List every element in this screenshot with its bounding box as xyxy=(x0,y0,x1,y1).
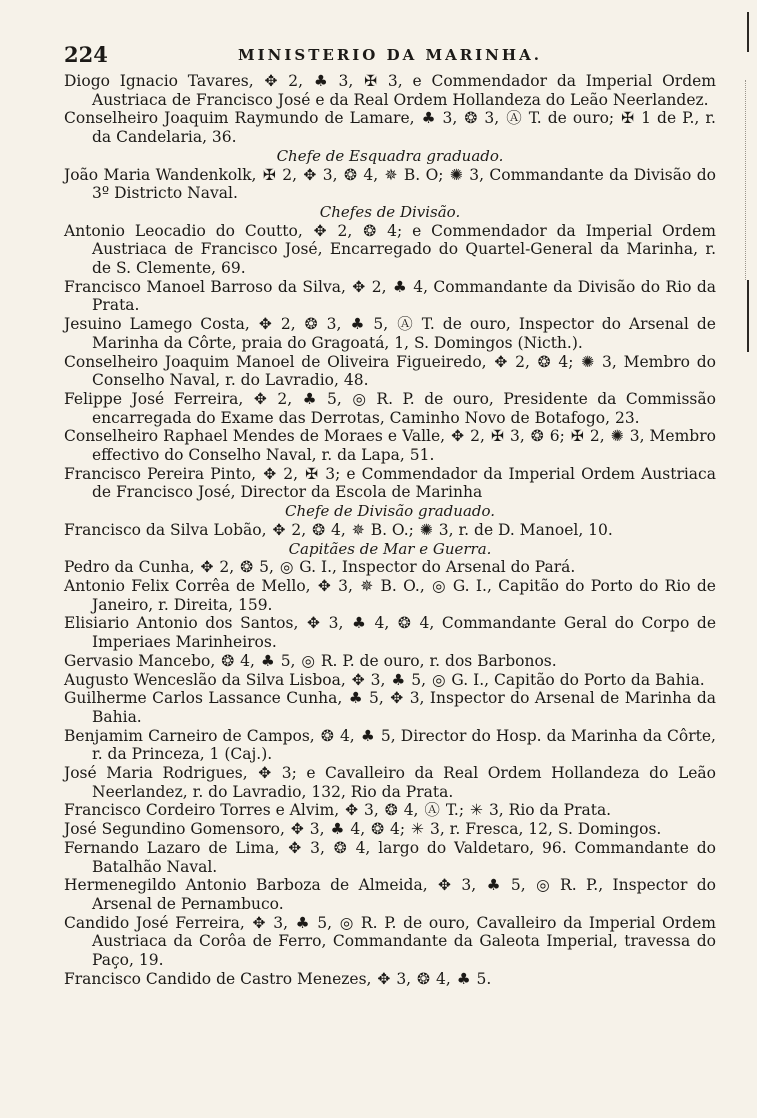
rose-badge-icon: ❂ xyxy=(371,820,385,839)
entry-text: 4, xyxy=(326,520,351,539)
officer-entry xyxy=(64,820,716,839)
circle-a-icon: Ⓐ xyxy=(424,801,440,820)
entry-text: Conselheiro Joaquim Raymundo de Lamare, xyxy=(64,109,421,128)
crest-badge-icon: ♣ xyxy=(330,820,345,839)
section-heading: Chefe de Esquadra graduado. xyxy=(276,146,504,165)
entry-text: 3, xyxy=(328,72,364,90)
officer-entry xyxy=(64,689,716,726)
entry-text: 2, xyxy=(214,558,240,577)
entry-text: Felippe José Ferreira, xyxy=(64,389,253,408)
entry-text: T. de ouro; xyxy=(522,109,621,128)
entry-text: 2, xyxy=(327,221,363,240)
officer-entry xyxy=(64,109,716,146)
rose-badge-icon: ❂ xyxy=(320,726,334,745)
crest-badge-icon: ♣ xyxy=(313,72,328,90)
officer-entry xyxy=(64,315,716,352)
sunburst-icon: ✺ xyxy=(581,352,595,371)
crest-badge-icon: ♣ xyxy=(391,670,406,689)
entry-text: Conselheiro Joaquim Manoel de Oliveira Figueiredo, xyxy=(64,352,494,371)
entry-text: 4, largo do Valdetaro, 96. Commandante do Batalhão Naval. xyxy=(92,838,716,876)
rose-badge-icon: ❂ xyxy=(312,520,326,539)
rose-badge-icon: ❂ xyxy=(343,165,357,184)
crest-badge-icon: ♣ xyxy=(351,614,366,633)
officer-entry xyxy=(64,577,716,614)
officer-entry xyxy=(64,465,716,502)
order-cross-icon: ✥ xyxy=(258,315,272,334)
officer-entry xyxy=(64,764,716,801)
officer-entry xyxy=(64,876,716,913)
officer-entry xyxy=(64,353,716,390)
order-cross-icon: ✥ xyxy=(258,764,272,783)
crest-badge-icon: ♣ xyxy=(348,689,363,708)
entry-text: Conselheiro Raphael Mendes de Moraes e Valle, xyxy=(64,427,451,446)
entry-text: 3, xyxy=(304,820,330,839)
order-cross-icon: ✥ xyxy=(494,352,508,371)
ring-badge-icon: ◎ xyxy=(279,558,294,577)
circle-a-icon: Ⓐ xyxy=(506,109,522,128)
entry-text: G. I., Capitão do Porto da Bahia. xyxy=(446,670,705,689)
ring-badge-icon: ◎ xyxy=(536,876,550,895)
order-cross-icon: ✥ xyxy=(272,520,286,539)
entry-text: 3, xyxy=(266,913,295,932)
entry-text: 3, xyxy=(318,315,350,334)
rose-badge-icon: ❂ xyxy=(537,352,551,371)
order-cross-icon: ✥ xyxy=(351,670,365,689)
ring-badge-icon: ◎ xyxy=(339,913,354,932)
entry-text: 3, xyxy=(391,969,417,988)
entry-text: 3, xyxy=(317,165,343,184)
entry-text: 4, xyxy=(345,820,371,839)
entry-text: 4, xyxy=(398,801,424,820)
entry-text: 4, xyxy=(431,969,456,988)
entry-text: R. P. de ouro, Presidente da Commissão encarregada do Exame das Derrotas, Caminho Novo de Botafogo, 23. xyxy=(92,389,716,427)
entry-text: 5, xyxy=(275,651,301,670)
entry-text: B. O; xyxy=(398,165,449,184)
order-cross-icon: ✥ xyxy=(290,820,304,839)
entry-text: 4, xyxy=(366,614,397,633)
entry-text: B. O., xyxy=(374,576,432,595)
entry-text: Augusto Wenceslão da Silva Lisboa, xyxy=(64,670,351,689)
entry-text: 5, xyxy=(363,689,390,708)
order-cross-icon: ✥ xyxy=(352,277,366,296)
entry-text: 3; e Commendador da Imperial Ordem Austriaca de Francisco José, Director da Escola de Marinha xyxy=(92,464,716,502)
entry-text: Francisco Cordeiro Torres e Alvim, xyxy=(64,801,345,820)
crest-badge-icon: ♣ xyxy=(456,969,471,988)
entry-text: 3, xyxy=(331,576,360,595)
entry-text: 2, xyxy=(584,427,610,446)
crest-badge-icon: ♣ xyxy=(421,109,436,128)
entry-text: 5, xyxy=(406,670,431,689)
entry-text: 4, xyxy=(357,165,384,184)
officer-entry xyxy=(64,970,716,989)
order-cross-icon: ✥ xyxy=(288,838,302,857)
entry-text: 2, xyxy=(277,464,305,483)
entry-text: T. de ouro, Inspector do Arsenal de Marinha da Côrte, praia do Gragoatá, 1, S. Domingos (Nicth.). xyxy=(92,315,716,352)
section-heading: Chefes de Divisão. xyxy=(319,202,461,221)
ring-badge-icon: ◎ xyxy=(432,576,446,595)
entry-text: 3, xyxy=(436,109,464,128)
maltese-cross-icon: ✠ xyxy=(262,165,276,184)
officer-entry xyxy=(64,427,716,464)
officer-entry xyxy=(64,914,716,970)
maltese-cross-icon: ✠ xyxy=(570,427,584,446)
entry-text: Francisco Pereira Pinto, xyxy=(64,464,263,483)
crest-badge-icon: ♣ xyxy=(302,389,317,408)
rose-badge-icon: ❂ xyxy=(240,558,254,577)
order-cross-icon: ✥ xyxy=(317,576,331,595)
entry-text: 2, xyxy=(267,389,302,408)
entry-text: 3, xyxy=(452,876,486,895)
rose-badge-icon: ❂ xyxy=(304,315,318,334)
entry-text: R. P. de ouro, r. dos Barbonos. xyxy=(315,651,557,670)
entry-text: Hermenegildo Antonio Barboza de Almeida, xyxy=(64,876,438,895)
entry-text: 3, Inspector do Arsenal de Marinha da Bahia. xyxy=(92,689,716,726)
snow-star-icon: ✳ xyxy=(470,801,484,820)
rose-badge-icon: ❂ xyxy=(530,427,544,446)
entry-text: 5, xyxy=(310,913,339,932)
entry-text: 2, xyxy=(508,352,537,371)
order-cross-icon: ✥ xyxy=(253,389,267,408)
ring-badge-icon: ◎ xyxy=(431,670,446,689)
margin-rule xyxy=(747,12,749,52)
section-heading: Capitães de Mar e Guerra. xyxy=(288,539,492,558)
entry-text: Jesuino Lamego Costa, xyxy=(64,315,258,334)
sunburst-icon: ✺ xyxy=(610,427,624,446)
maltese-cross-icon: ✠ xyxy=(621,109,635,128)
entry-text: Francisco da Silva Lobão, xyxy=(64,520,272,539)
crest-badge-icon: ♣ xyxy=(295,913,310,932)
officer-entry xyxy=(64,390,716,427)
entry-text: João Maria Wandenkolk, xyxy=(64,165,262,184)
entry-text: 4; xyxy=(551,352,581,371)
entry-text: G. I., Inspector do Arsenal do Pará. xyxy=(294,558,576,577)
entry-text: B. O.; xyxy=(365,520,419,539)
officer-entry xyxy=(64,801,716,820)
crest-badge-icon: ♣ xyxy=(486,876,501,895)
page-header xyxy=(64,42,716,72)
maltese-cross-icon: ✠ xyxy=(305,464,319,483)
officer-entry xyxy=(64,652,716,671)
rose-badge-icon: ❂ xyxy=(464,109,478,128)
entry-text: 2, xyxy=(272,315,304,334)
rose-badge-icon: ❂ xyxy=(417,969,431,988)
officer-entry xyxy=(64,72,716,109)
officer-entry xyxy=(64,521,716,540)
entry-text: R. P. de ouro, Cavalleiro da Imperial Ordem Austriaca da Corôa de Ferro, Commandante da Galeota Imperial, travessa do Paço, 19. xyxy=(92,913,716,970)
book-page xyxy=(64,42,716,988)
entry-text: 3, r. de D. Manoel, 10. xyxy=(433,520,613,539)
entry-text: G. I., Capitão do Porto do Rio de Janeiro, r. Direita, 159. xyxy=(92,576,716,614)
rose-badge-icon: ❂ xyxy=(363,221,377,240)
entry-text: 2, xyxy=(465,427,490,446)
margin-rule xyxy=(747,280,749,352)
sunburst-icon: ✺ xyxy=(449,165,463,184)
officer-entry xyxy=(64,614,716,651)
order-cross-icon: ✥ xyxy=(252,913,266,932)
entry-text: Antonio Felix Corrêa de Mello, xyxy=(64,576,317,595)
officer-entry xyxy=(64,278,716,315)
entry-text: 2, xyxy=(286,520,312,539)
entry-text: Gervasio Mancebo, xyxy=(64,651,221,670)
entry-text: 3, Rio da Prata. xyxy=(484,801,612,820)
entry-text: Francisco Manoel Barroso da Silva, xyxy=(64,277,352,296)
order-cross-icon: ✥ xyxy=(200,558,214,577)
order-cross-icon: ✥ xyxy=(303,165,317,184)
star-badge-icon: ✵ xyxy=(384,165,398,184)
entry-text: José Segundino Gomensoro, xyxy=(64,820,290,839)
crest-badge-icon: ♣ xyxy=(392,277,407,296)
entry-text: 2, xyxy=(278,72,313,90)
entry-text: 4, xyxy=(334,726,360,745)
entry-text: 3, r. Fresca, 12, S. Domingos. xyxy=(425,820,662,839)
entry-text: R. P., Inspector do Arsenal de Pernambuco. xyxy=(92,876,716,913)
order-cross-icon: ✥ xyxy=(390,689,404,708)
entry-text: Benjamim Carneiro de Campos, xyxy=(64,726,320,745)
entry-text: Fernando Lazaro de Lima, xyxy=(64,838,288,857)
order-cross-icon: ✥ xyxy=(438,876,452,895)
entry-text: 3, xyxy=(504,427,530,446)
maltese-cross-icon: ✠ xyxy=(490,427,504,446)
officer-entry xyxy=(64,839,716,876)
running-title: MINISTERIO DA MARINHA. xyxy=(238,46,542,64)
order-cross-icon: ✥ xyxy=(263,464,277,483)
order-cross-icon: ✥ xyxy=(377,969,391,988)
circle-a-icon: Ⓐ xyxy=(397,315,413,334)
crest-badge-icon: ♣ xyxy=(350,315,365,334)
entry-text: 4; xyxy=(385,820,411,839)
section-heading: Chefe de Divisão graduado. xyxy=(284,502,496,521)
officer-entry xyxy=(64,166,716,203)
entry-text: 4, xyxy=(235,651,260,670)
officer-entry xyxy=(64,727,716,764)
entry-text: Candido José Ferreira, xyxy=(64,913,252,932)
entry-text: 5. xyxy=(471,969,492,988)
entry-text: 1 de P., r. da Candelaria, 36. xyxy=(92,109,716,147)
rose-badge-icon: ❂ xyxy=(333,838,347,857)
entries-list xyxy=(64,72,716,988)
order-cross-icon: ✥ xyxy=(306,614,320,633)
entry-text: 3, xyxy=(320,614,351,633)
maltese-cross-icon: ✠ xyxy=(364,72,378,90)
entry-text: Francisco Candido de Castro Menezes, xyxy=(64,969,377,988)
rose-badge-icon: ❂ xyxy=(397,614,411,633)
entry-text: 3, Membro do Conselho Naval, r. do Lavradio, 48. xyxy=(92,352,716,390)
order-cross-icon: ✥ xyxy=(264,72,278,90)
entry-text: 3, xyxy=(359,801,384,820)
star-badge-icon: ✵ xyxy=(351,520,365,539)
rose-badge-icon: ❂ xyxy=(384,801,398,820)
margin-specks xyxy=(745,80,749,280)
entry-text: 5, xyxy=(317,389,352,408)
entry-text: Diogo Ignacio Tavares, xyxy=(64,72,264,90)
officer-entry xyxy=(64,222,716,278)
entry-text: 2, xyxy=(276,165,303,184)
entry-text: 4, Commandante Geral do Corpo de Imperiaes Marinheiros. xyxy=(92,614,716,652)
order-cross-icon: ✥ xyxy=(345,801,359,820)
entry-text: 5, xyxy=(365,315,397,334)
crest-badge-icon: ♣ xyxy=(260,651,275,670)
snow-star-icon: ✳ xyxy=(411,820,425,839)
entry-text: Pedro da Cunha, xyxy=(64,558,200,577)
entry-text: 3, Commandante da Divisão do 3º Districto Naval. xyxy=(92,165,716,203)
entry-text: Guilherme Carlos Lassance Cunha, xyxy=(64,689,348,708)
officer-entry xyxy=(64,671,716,690)
entry-text: Antonio Leocadio do Coutto, xyxy=(64,221,313,240)
entry-text: 5, Director do Hosp. da Marinha da Côrte, r. da Princeza, 1 (Caj.). xyxy=(92,726,716,764)
rose-badge-icon: ❂ xyxy=(221,651,235,670)
entry-text: 4, Commandante da Divisão do Rio da Prata. xyxy=(92,277,716,315)
ring-badge-icon: ◎ xyxy=(352,389,366,408)
entry-text: 3, xyxy=(478,109,506,128)
sunburst-icon: ✺ xyxy=(419,520,433,539)
entry-text: 2, xyxy=(366,277,392,296)
page-number: 224 xyxy=(64,42,108,67)
entry-text: José Maria Rodrigues, xyxy=(64,764,258,783)
officer-entry xyxy=(64,558,716,577)
entry-text: 6; xyxy=(544,427,570,446)
entry-text: 5, xyxy=(501,876,536,895)
entry-text: 3, xyxy=(365,670,391,689)
entry-text: 3, xyxy=(302,838,333,857)
order-cross-icon: ✥ xyxy=(451,427,465,446)
ring-badge-icon: ◎ xyxy=(301,651,315,670)
entry-text: 3, e Commendador da Imperial Ordem Austriaca de Francisco José e da Real Ordem Hollandeza do Leão Neerlandez. xyxy=(92,72,716,109)
entry-text: T.; xyxy=(440,801,470,820)
crest-badge-icon: ♣ xyxy=(360,726,375,745)
entry-text: 3; e Cavalleiro da Real Ordem Hollandeza do Leão Neerlandez, r. do Lavradio, 132, Rio da Prata. xyxy=(92,764,716,801)
order-cross-icon: ✥ xyxy=(313,221,327,240)
entry-text: 5, xyxy=(254,558,279,577)
star-badge-icon: ✵ xyxy=(360,576,374,595)
entry-text: Elisiario Antonio dos Santos, xyxy=(64,614,306,633)
entry-text: 4; e Commendador da Imperial Ordem Austriaca de Francisco José, Encarregado do Quartel-General da Marinha, r. de S. Clemente, 69. xyxy=(92,221,716,278)
entry-text: 3, Membro effectivo do Conselho Naval, r. da Lapa, 51. xyxy=(92,427,716,465)
